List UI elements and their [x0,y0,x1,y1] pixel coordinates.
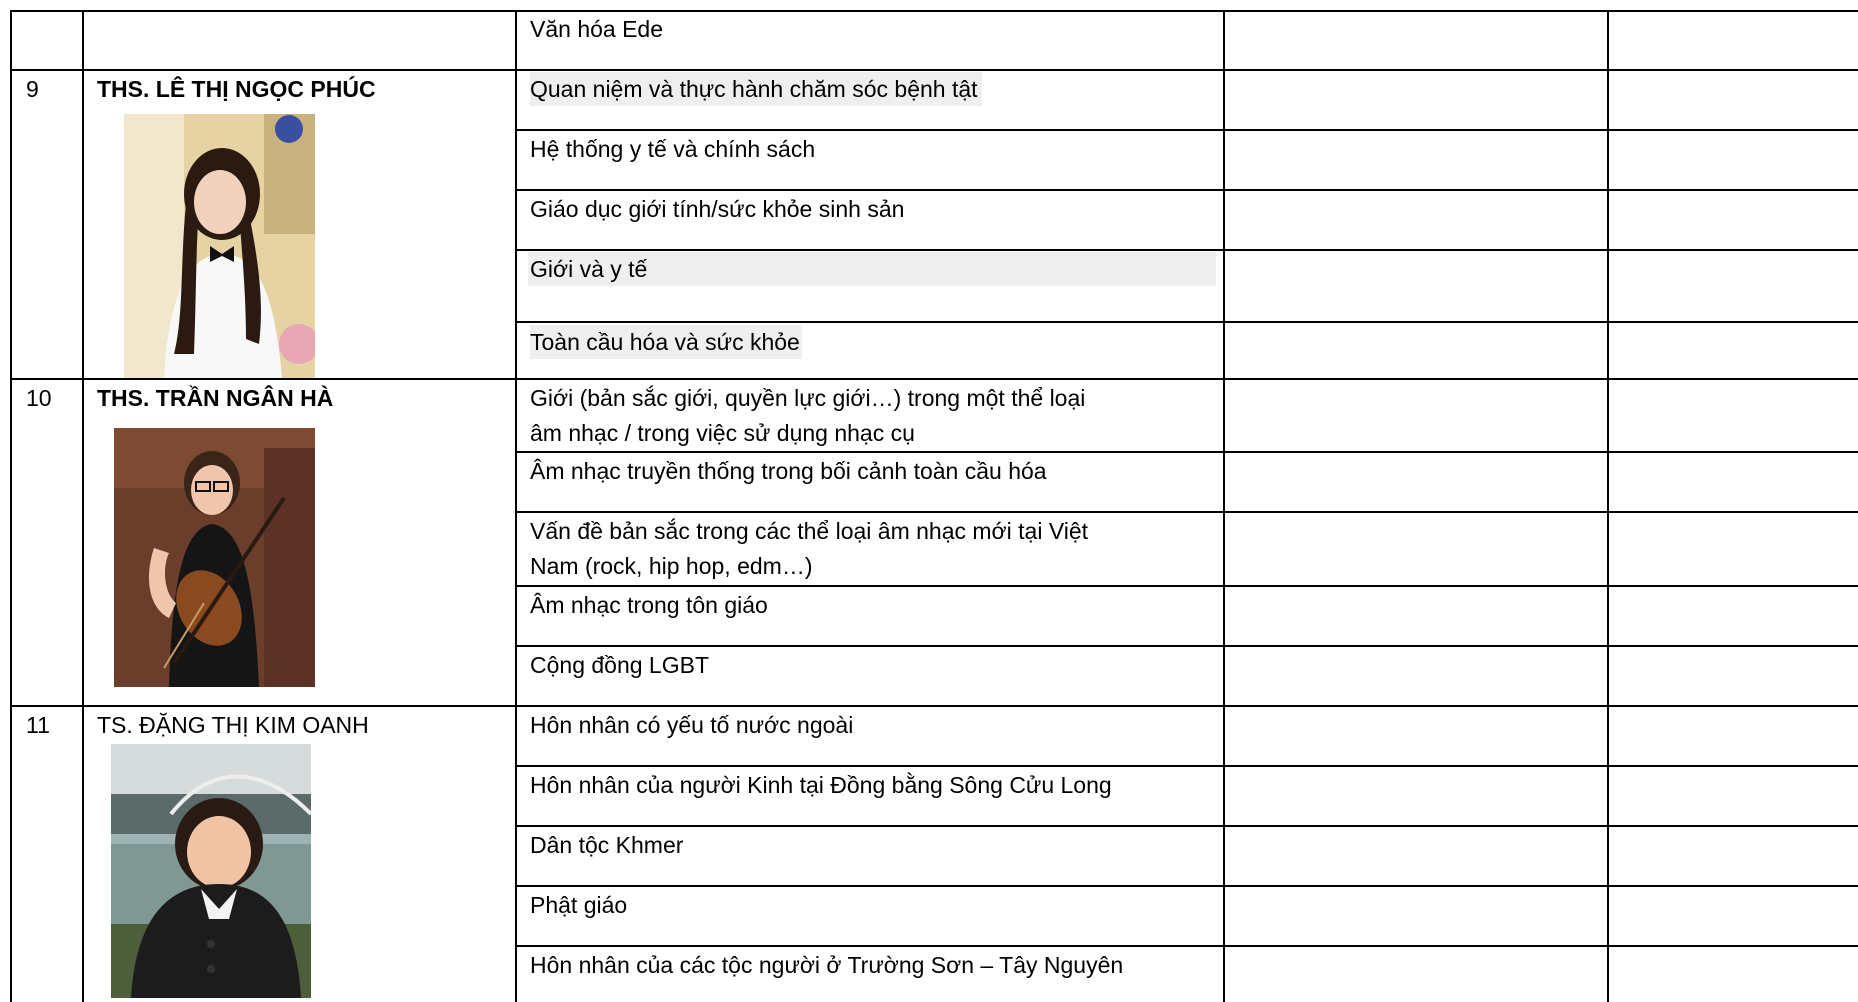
lecturer-photo [111,744,311,998]
topic-cell: Âm nhạc trong tôn giáo [530,592,768,618]
portrait-icon [111,744,311,998]
topic-cell: Vấn đề bản sắc trong các thể loại âm nhạc mới tại Việt [530,518,1089,544]
lecturer-photo [124,114,315,378]
lecturer-name: THS. TRẦN NGÂN HÀ [97,385,334,411]
table-left-border [10,10,12,1002]
subrow-divider [515,885,1858,887]
subrow-divider [515,945,1858,947]
topic-cell: Văn hóa Ede [530,16,664,42]
topic-cell: Nam (rock, hip hop, edm…) [530,553,813,579]
subrow-divider [515,129,1858,131]
col-divider-4 [1607,10,1609,1002]
topic-cell: Cộng đồng LGBT [530,652,710,678]
row-number: 10 [26,385,52,411]
topic-cell: Dân tộc Khmer [530,832,684,858]
topic-cell: Hôn nhân của các tộc người ở Trường Sơn – Tây Nguyên [530,952,1124,978]
portrait-icon [114,428,315,687]
table-top-border [10,10,1858,12]
subrow-divider [515,189,1858,191]
row-number: 11 [26,712,50,738]
col-divider-2 [515,10,517,1002]
topic-cell: Hôn nhân của người Kinh tại Đồng bằng Sông Cửu Long [530,772,1112,798]
topic-cell: Hệ thống y tế và chính sách [530,136,816,162]
topic-cell: Âm nhạc truyền thống trong bối cảnh toàn cầu hóa [530,458,1047,484]
subrow-divider [515,249,1858,251]
subrow-divider [515,765,1858,767]
row-divider [10,378,1858,380]
col-divider-1 [82,10,84,1002]
subrow-divider [515,511,1858,513]
topic-cell: Toàn cầu hóa và sức khỏe [530,325,802,359]
lecturer-name: TS. ĐẶNG THỊ KIM OANH [97,712,369,738]
subrow-divider [515,825,1858,827]
topic-cell: Giáo dục giới tính/sức khỏe sinh sản [530,196,905,222]
subrow-divider [515,451,1858,453]
row-divider [10,705,1858,707]
subrow-divider [515,585,1858,587]
row-divider [10,69,1858,71]
topic-cell: Hôn nhân có yếu tố nước ngoài [530,712,854,738]
row-number: 9 [26,76,39,102]
topic-cell: Giới và y tế [528,252,1216,286]
col-divider-3 [1223,10,1225,1002]
subrow-divider [515,321,1858,323]
portrait-icon [124,114,315,378]
lecturer-name: THS. LÊ THỊ NGỌC PHÚC [97,76,376,102]
topic-cell: Quan niệm và thực hành chăm sóc bệnh tật [530,72,982,106]
topic-cell: Phật giáo [530,892,628,918]
subrow-divider [515,645,1858,647]
lecturer-photo [114,428,315,687]
topic-cell: âm nhạc / trong việc sử dụng nhạc cụ [530,420,915,446]
topic-cell: Giới (bản sắc giới, quyền lực giới…) trong một thể loại [530,385,1086,411]
